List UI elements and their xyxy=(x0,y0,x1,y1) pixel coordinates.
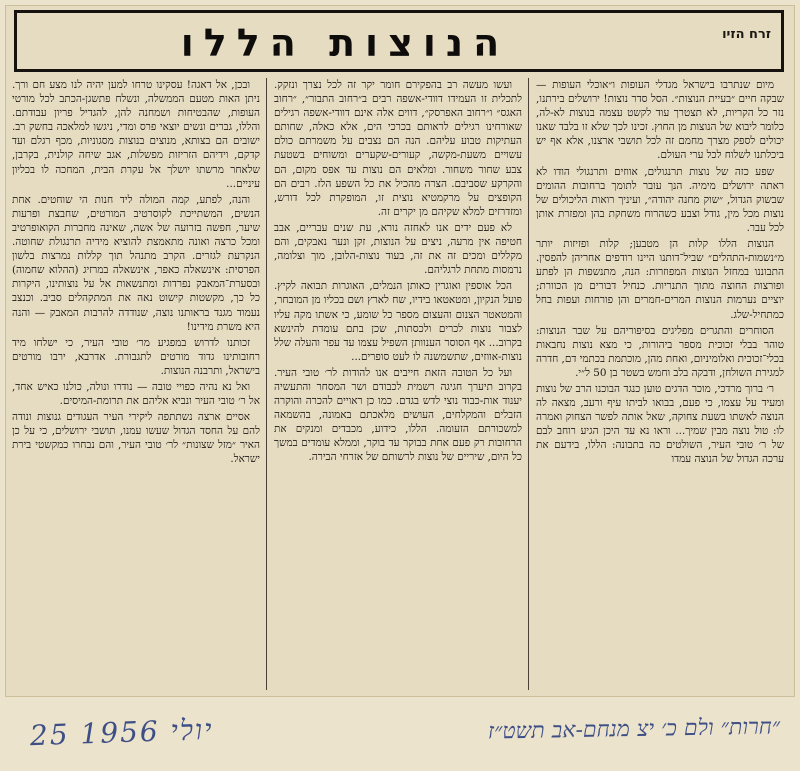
paragraph: ועל כל הטובה הזאת חייבים אנו להודות לר׳ טובי העיר. בקרוב תיערך חגיגה רשמית לכבודם ושר המסחר והתעשיה יענוד אות-כבוד נוצי לדש בגדם. כמו כן ראויים להכרה והוקרה הזבלים והמקלחים, העושים מלאכתם באמונה, בהשמאה למשכורתם הזעומה. הללו, כידוע, מכבדים ומנקים את הרחובות רק פעם אחת בבוקר עד בוקר, וממלא עומדים במשך כל היום, שיריים של נוצות לרשותם של אזרחי הבירה. xyxy=(274,366,522,464)
paragraph: ועשו מעשה רב בהפקירם חומר יקר זה לכל נצרך ונזקק. לתכלית זו העמידו דוודי-אשפה רבים ב״רחוב התבור״, ״רחוב האגס״ ו״רחוב האפרסק״, דווים אלה אינם דוודי-אשפה רגילים שאורחינו רגילים לראותם בכרכי הים, אלא כאלה, שחותם העתיקות טבוע עליהם. הנה הם נצבים על משמרתם כולם עשויים משעת-מקשה, קעורים-שקערים ומשוחים בשטעת צבע שחור משחור. ומלאים הם נוצות עד אפס מקום, הם והקרקע שסביבם. הצרה מהכיל את כל השפע הלז. רבים הם הקופצים על מרקמטיא נוצית זו, המופקרת לכל דורש, ומזדרזים למלא שקיהם מן יקרים זה. xyxy=(274,79,522,218)
paragraph: ובכן, אל דאגה! עסקינו טרחו למען יהיה לנו מצע חם ורך. ניתן האות מטעם הממשלה, ונשלח פתשגן-הכתב לכל מורטי העופות, שהבטיחות ושמחנה להן, להגדיל פריון עבודתם. והללו, גברים ונשים יוצאי פרס ומדי, ניגשו למלאכה בחשק רב. ישובים הם בצותא, מנוצים בנוצות מסגוניות, מכף רגלם ועד קדקם, וידיהם הזריזות מפשלות, אגב שיחה קולנית, בקרבן, שלאחר מרשתו יושלך אל עקרת הבית, המחכה לו בכליון עיניים... xyxy=(12,79,260,190)
newspaper-clipping xyxy=(6,6,794,696)
column-divider xyxy=(266,78,267,690)
headline: הנוצות הללו xyxy=(180,23,510,63)
paragraph: ואל נא נהיה כפויי טובה — נודרו ונולה, כולנו כאיש אחד, אל ר׳ טובי העיר ונביא אליהם את תרומת-המיסים. xyxy=(12,380,260,408)
article-body xyxy=(14,78,784,690)
paragraph: אסיים ארצה נשתתפה ליקירי העיר העגודים גנוצות ונודה להם על החסד הגדול שעשו עמנו, תושבי ירושלים, כי על כן האיר ״מזל שצונות״ לר׳ טובי העיר, והם נבחרו כמקשטי בירת ישראל. xyxy=(12,411,260,466)
column-right xyxy=(536,78,784,690)
paragraph: זכותנו לדרוש במפגיע מר׳ טובי העיר, כי ישלחו מיד רחובותינו גדוד מורטים לתגבורת. אדרבא, ירבו מורטים בישראל, ותרבנה הנוצות. xyxy=(12,336,260,377)
column-left xyxy=(12,78,260,690)
handwritten-date: 25 יולי 1956 xyxy=(29,712,215,753)
paragraph: הנוצות הללו קלות הן מטבען; קלות ופזיזות יותר מ״נשמות-התהלים״ שביל־דותנו היינו רודפים אחריהן להפסין. התבוננו במחזל הנוצות המפוזרות: הנה, מתנשפות הן לפתע ופורצות החוצה מתוך התנריות. כנחיל דבורים מן הכוורת; יוציים נערמות הנוצות המרים-חמרים והן פורחות ועפות בחל כמתחיל-שלג. xyxy=(536,238,784,321)
column-divider xyxy=(528,78,529,690)
paragraph: לא פעם ידים אנו לאחזה נורא, עת שנים עבריים, אבב חטיפה אין מרעה, ניצים על הנוצות, זקן ונער נאבקים, והם מקללים ומכים זה את זה, בעוד נוצות-הלובן, מוך וצלומה, נרמסות מתחת לרגליהם. xyxy=(274,221,522,277)
paragraph: הכל אוספין ואוגרין כאותן הנמלים, האוגרות תבואה לקיץ. פועל הנקיון, ומטאטאו בידיו, שח לארץ ושם בכליו מן המובחר, והמטאטר הצנום והעצום מספר כל שומע, כי אשתו מקה עליו לצבור נוצות לכרים ולכסתות, שכן בתם עומדת להינשא בקרוב... אף הסוסר הענוותן השפיל עצמו עד עפר והעלה שלל נוצות-אווזים, שתשמשנה לו לעט סופרים... xyxy=(274,280,522,363)
paragraph: והנה, לפתע, קמה המולה ליד חנות הי שוחטים. אחת הנשים, המשתייכת לקוסרטיב המורטים, שחבצת ופרעות שיער, חפשה בזרועה של אשה, שאינה מחברות הקואופרטיב ומכל כרצה ואונה מתאמצת להוציא מידיה תרנגולת שחוטה. הנקרעת לגזרים. הקרב מתנהל תוך קללות נמרצות בלשון הפרסית: אינשאלה כאפר, אינשאלה במרזיג (ההלוא שחמוה) ובסערת־המאבק נפרדות ומתנשאות אל על נוצותינו, היקרות כל כך, מקשטות קישוט נאה את המתקהלים סביב. וכנצב נעמוד מגנד בראותנו נוצה, שנודדה להרבות המאבק — והנה היא משרת מידינו! xyxy=(12,193,260,333)
paragraph: הסוחרים והתגרים מפליגים בסיפוריהם על שבר הנוצות: טוהר בבלי זכוכית מספר ביהורות, כי מצא נוצות נחבאות בכלי־זכוכית ואלומיניום, ואחת מהן, מוכתמת בכתמי דם, חדרה למגירת השולחן, ודבקה בלב וחמש בשטר בן 50 ל״י. xyxy=(536,324,784,379)
paragraph: ר׳ ברוך מרדכי, מוכר הדגים טוען כנגד הבוכנו הרב של נוצות ומעיד על עצמו, כי פעם, בבואו לביתו עיף ורעב, מצאה לה הנוצה לאשתו בשעת צחוקה, שאל אותה לפשר הצחוק ואמרה לו: טול נוצה מבין שמיך... וראו נא עד היכן הגיע רוחב לבם של ר׳ טובי העיר, השולטים כה בתבונה: הללו, בידעם את ערכה הגדול של הנוצה עמדו xyxy=(536,382,784,466)
paragraph: מיום שנתרבו בישראל מגדלי העופות ו״אוכלי העופות — שבקה חיים ״בעיית הנוצות״. הסל סדר נוצות! ירושלים בירתנו, נזר כל הקריות, לא תצטרך עוד לקשט עצמה בנוצות לא-לה, כלומר ליבוא של הנוצות מן החוץ. זכינו לכך שלא זו בלבד שאנו יכולים לספק מצרך מחמם זה לכל תושבי ארצנו, אלא אף יש ביכלתנו לשלוח לכל ערי העולם. xyxy=(536,79,784,162)
byline: זרח הזיו xyxy=(722,27,771,42)
column-middle xyxy=(274,78,522,690)
headline-box xyxy=(14,10,784,72)
paragraph: שפע כזה של נוצות תרנגולים, אווזים ותרנגולי הודו לא ראתה ירושלים מימיה. הנך עובר לתומך ברחובות ההומים שבשוק הגדול, ״שוק מחנה יהודה״, ועיניך רואות הליכולים של נוצות מכל מין, גודל וצבע כשהרוח משחקת בהן ומפזרת אותן לכל עבר. xyxy=(536,165,784,234)
handwritten-source-note: ״חרות״ ולם כ׳ יצ מנחם-אב תשט״ז xyxy=(487,714,781,745)
